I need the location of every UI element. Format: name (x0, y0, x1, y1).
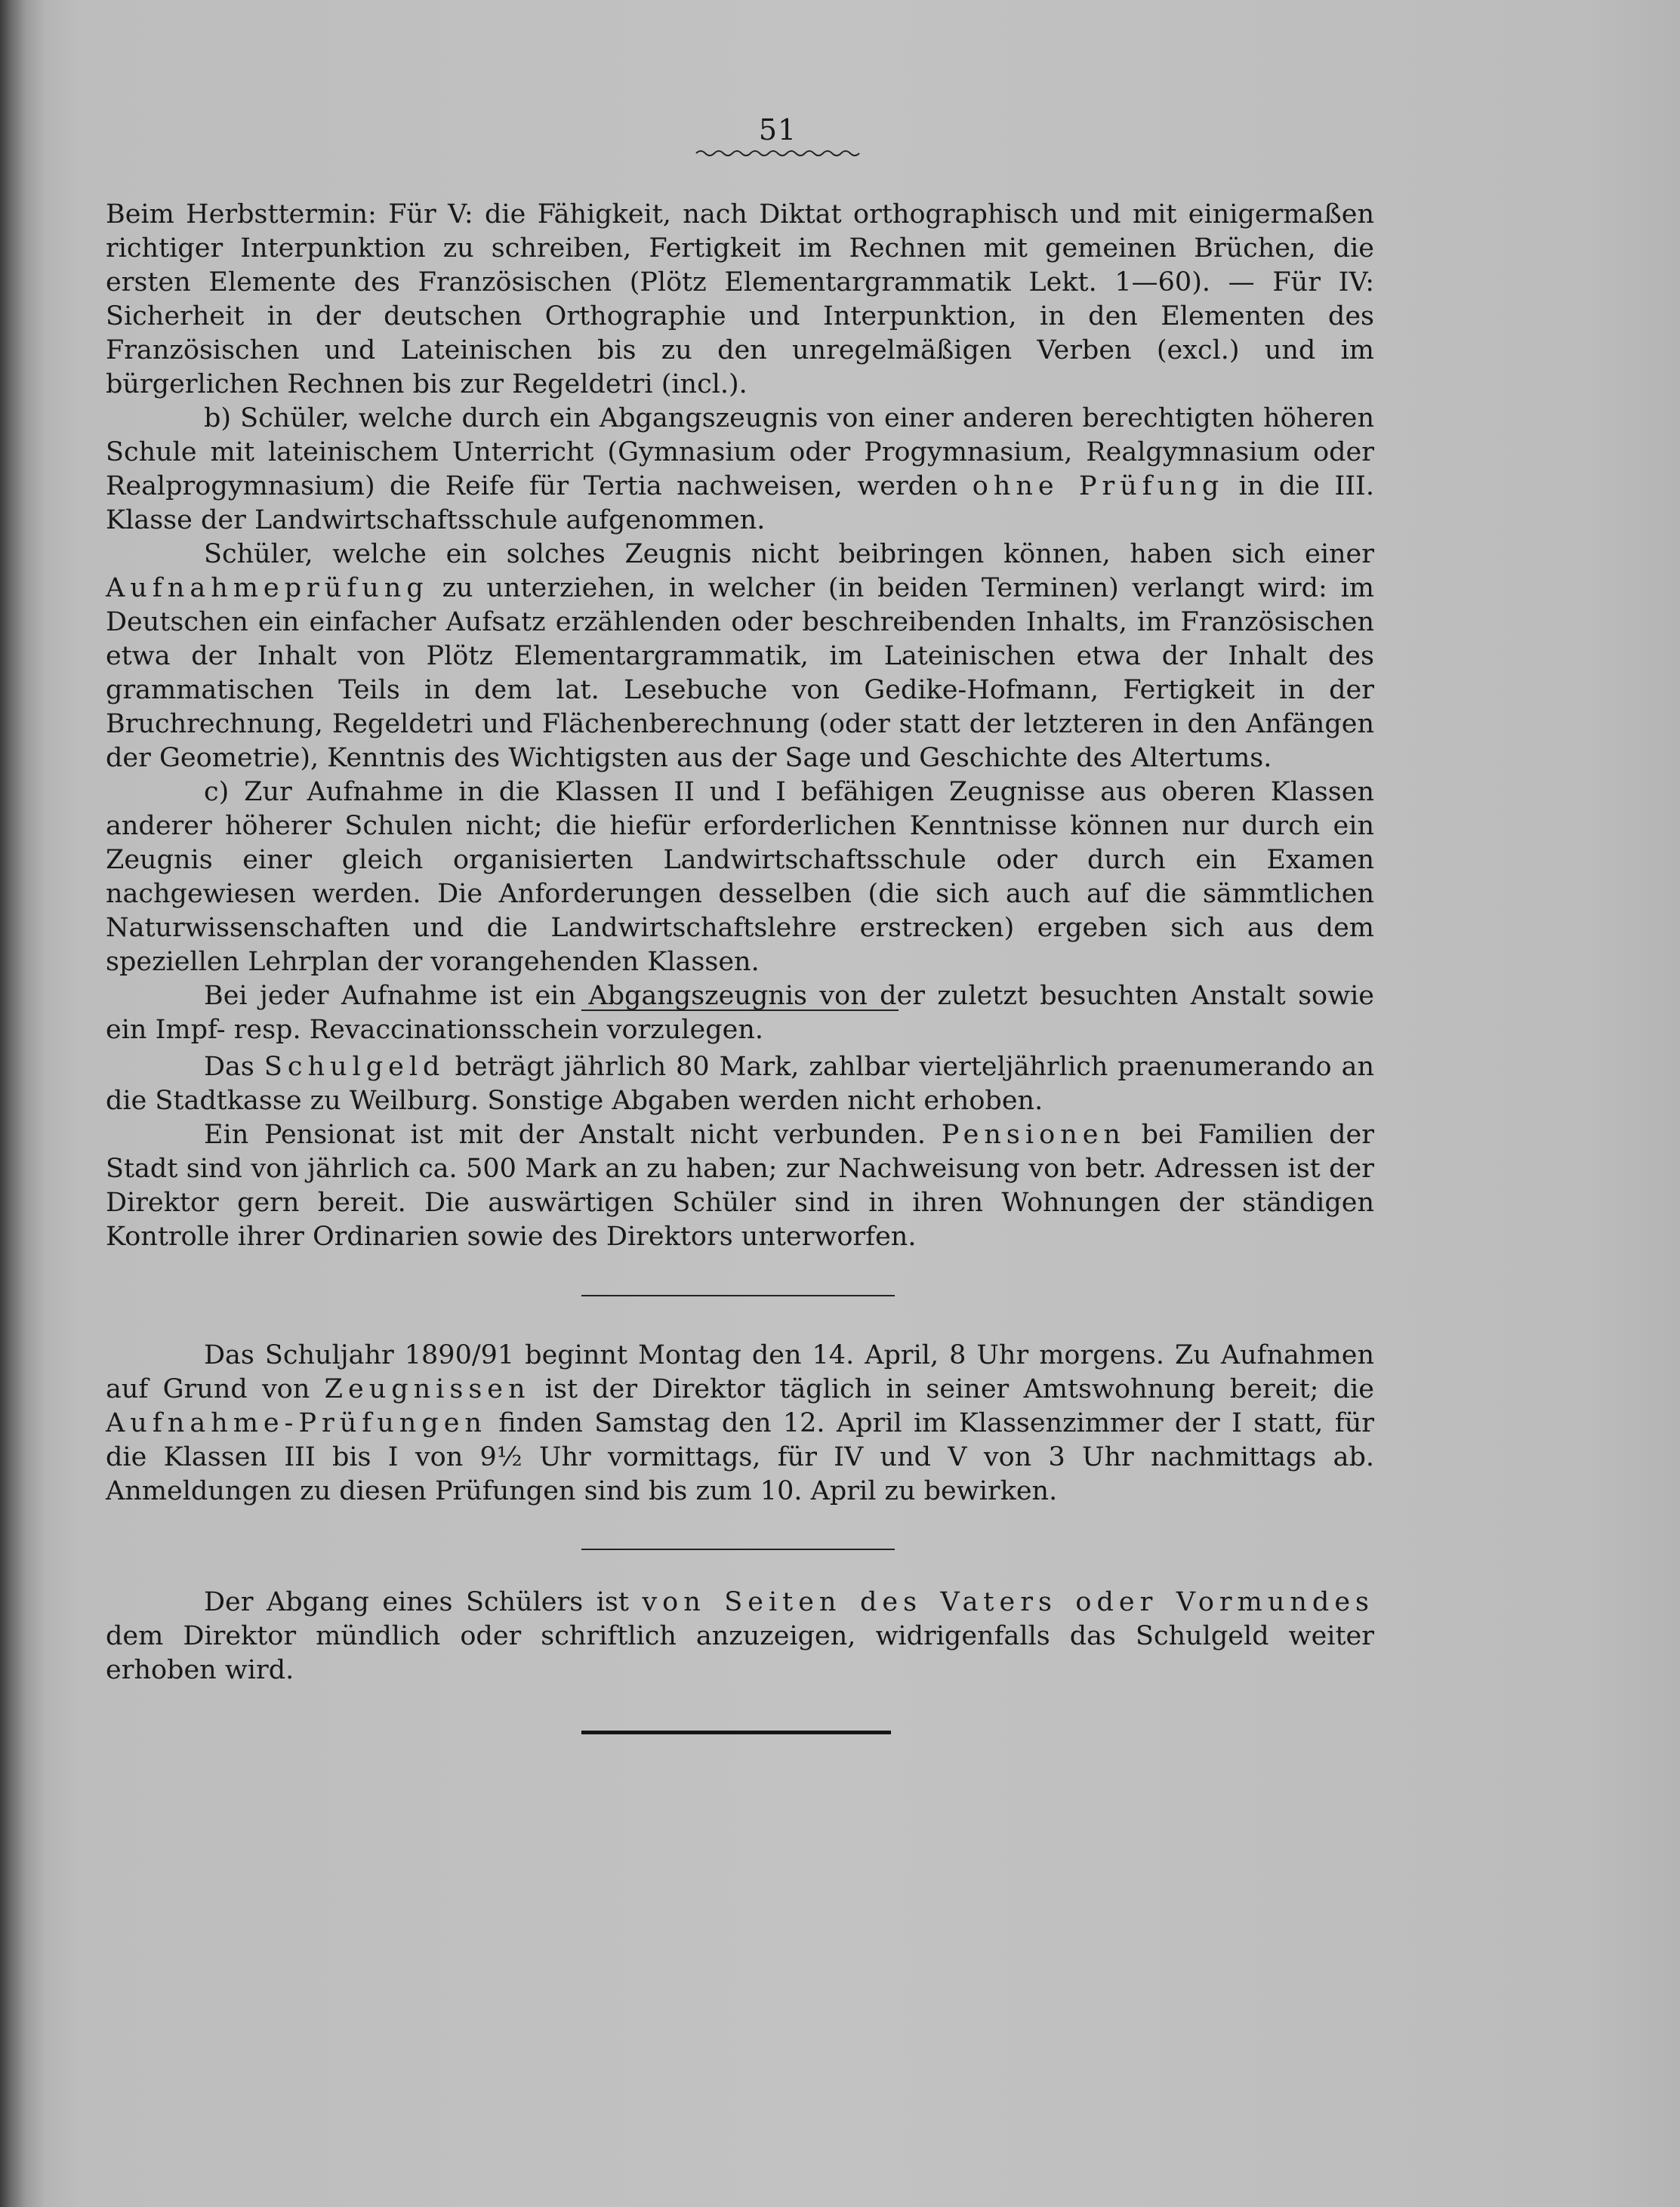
departure-section (106, 1586, 1374, 1688)
exam-text-2: zu unterziehen, in welcher (in beiden Terminen) verlangt wird: im Deutschen ein einfacher Aufsatz erzählenden oder beschreibenden Inhalts, im Französischen etwa der Inhalt von Plötz Elementargrammatik, im Lateinischen etwa der Inhalt des grammatischen Teils in dem lat. Lesebuche von Gedike-Hofmann, Fertigkeit in der Bruchrechnung, Regeldetri und Flächenberechnung (oder statt der letzteren in den Anfängen der Geometrie), Kenntnis des Wichtigsten aus der Sage und Geschichte des Altertums. (106, 573, 1374, 773)
schoolyear-text-2: ist der Direktor täglich in seiner Amtswohnung bereit; die (544, 1374, 1374, 1404)
departure-text-1: Der Abgang eines Schülers ist (204, 1587, 629, 1617)
section-divider-1 (581, 1009, 899, 1011)
pension-text-2: bei Familien der Stadt sind von jährlich ca. 500 Mark an zu haben; zur Nachweisung von betr. Adressen ist der Direktor gern bereit. Die auswärtigen Schüler sind in ihren Wohnungen der ständigen Kontrolle ihrer Ordinarien sowie des Direktors unterworfen. (106, 1120, 1374, 1252)
departure-emphasis: von Seiten des Vaters oder Vormundes (642, 1587, 1374, 1617)
departure-paragraph (106, 1586, 1374, 1688)
fee-text-2: beträgt jährlich 80 Mark, zahlbar vierteljährlich praenumerando an die Stadtkasse zu Weilburg. Sonstige Abgaben werden nicht erhoben. (106, 1052, 1374, 1116)
fee-emphasis: Schulgeld (264, 1052, 445, 1082)
pension-paragraph (106, 1118, 1374, 1254)
paragraph-c: c) Zur Aufnahme in die Klassen II und I befähigen Zeugnisse aus oberen Klassen anderer höherer Schulen nicht; die hiefür erforderlichen Kenntnisse können nur durch ein Zeugnis einer gleich organisierten Landwirtschaftsschule oder durch ein Examen nachgewiesen werden. Die Anforderungen desselben (die sich auch auf die sämmtlichen Naturwissenschaften und die Landwirtschaftslehre erstrecken) ergeben sich aus dem speziellen Lehrplan der vorangehenden Klassen. (106, 777, 1374, 977)
herbst-label: Beim Herbsttermin: (106, 199, 377, 230)
schoolyear-text-1: Das Schuljahr 1890/91 beginnt Montag den 14. April, 8 Uhr morgens. Zu Aufnahmen auf Grund von (106, 1340, 1374, 1404)
page-number: 51 (758, 113, 797, 146)
schoolyear-text-3: finden Samstag den 12. April im Klassenzimmer der I statt, für die Klassen III bis I von 9½ Uhr vormittags, für IV und V von 3 Uhr nachmittags ab. Anmeldungen zu diesen Prüfungen sind bis zum 10. April zu bewirken. (106, 1408, 1374, 1506)
paragraph-b-emphasis: ohne Prüfung (972, 471, 1225, 501)
schoolyear-paragraph (106, 1339, 1374, 1509)
exam-paragraph (106, 538, 1374, 775)
departure-text-2: dem Direktor mündlich oder schriftlich anzuzeigen, widrigenfalls das Schulgeld weiter erhoben wird. (106, 1621, 1374, 1685)
wavy-ornament-icon (695, 148, 861, 159)
paragraph-b (106, 402, 1374, 538)
schoolyear-emphasis-1: Zeugnissen (324, 1374, 531, 1404)
exam-emphasis: Aufnahmeprüfung (106, 573, 429, 603)
exam-text-1: Schüler, welche ein solches Zeugnis nicht beibringen können, haben sich einer (204, 539, 1374, 569)
schoolyear-section (106, 1339, 1374, 1509)
paragraph-b-text-2: in die III. Klasse der Landwirtschaftsschule aufgenommen. (106, 471, 1374, 535)
end-divider (581, 1731, 891, 1734)
fee-text-1: Das (204, 1052, 254, 1082)
school-fee-paragraph (106, 1050, 1374, 1118)
schoolyear-emphasis-2: Aufnahme-Prüfungen (106, 1408, 487, 1438)
pension-text-1: Ein Pensionat ist mit der Anstalt nicht verbunden. (204, 1120, 926, 1150)
section-divider-3 (581, 1549, 895, 1550)
pension-emphasis: Pensionen (941, 1120, 1126, 1150)
herbst-text: Für V: die Fähigkeit, nach Diktat orthographisch und mit einigermaßen richtiger Interpunktion zu schreiben, Fertigkeit im Rechnen mit gemeinen Brüchen, die ersten Elemente des Französischen (Plötz Elementargrammatik Lekt. 1—60). — Für IV: Sicherheit in der deutschen Orthographie und Interpunktion, in den Elementen des Französischen und Lateinischen bis zu den unregelmäßigen Verben (excl.) und im bürgerlichen Rechnen bis zur Regeldetri (incl.). (106, 199, 1374, 399)
section-divider-2 (581, 1295, 895, 1296)
herbst-paragraph (106, 198, 1374, 402)
jeder-paragraph: Bei jeder Aufnahme ist ein Abgangszeugnis von der zuletzt besuchten Anstalt sowie ein Impf- resp. Revaccinationsschein vorzulegen. (106, 981, 1374, 1045)
paragraph-b-text-1: b) Schüler, welche durch ein Abgangszeugnis von einer anderen berechtigten höheren Schule mit lateinischem Unterricht (Gymnasium oder Progymnasium, Realgymnasium oder Realprogymnasium) die Reife für Tertia nachweisen, werden (106, 403, 1374, 501)
page-header (664, 113, 891, 159)
fees-section (106, 1050, 1374, 1254)
admission-section (106, 198, 1374, 1047)
